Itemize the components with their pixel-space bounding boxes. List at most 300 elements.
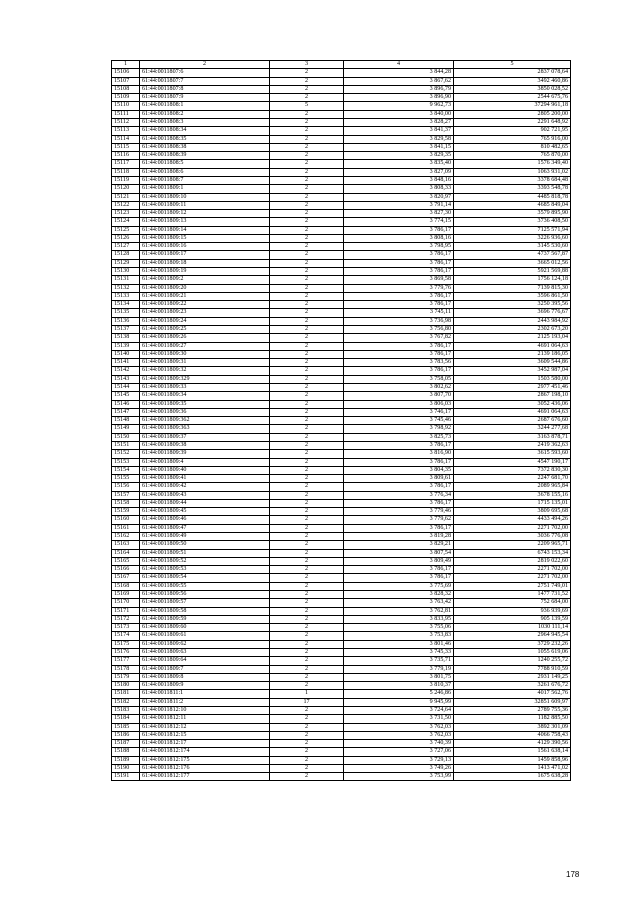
table-cell: 15162 [112,533,140,541]
table-row [112,466,571,474]
table-cell: 3 786,17 [344,342,454,350]
table-cell: 2271 702,00 [454,524,571,532]
table-row [112,359,571,367]
table-row [112,276,571,284]
table-cell: 61:44:0011809:60 [140,624,270,632]
table-row [112,226,571,234]
table-cell: 2 [270,210,344,218]
table-cell: 3 731,50 [344,715,454,723]
table-cell: 61:44:0011809:40 [140,466,270,474]
table-row [112,499,571,507]
table-row [112,417,571,425]
table-cell: 3036 776,08 [454,533,571,541]
table-row [112,152,571,160]
table-cell: 61:44:0011808:2 [140,110,270,118]
table-row [112,690,571,698]
table-cell: 2867 198,10 [454,392,571,400]
table-cell: 4485 818,78 [454,193,571,201]
table-cell: 2 [270,259,344,267]
table-cell: 15160 [112,516,140,524]
table-cell: 2 [270,408,344,416]
table-cell: 61:44:0011812:176 [140,764,270,772]
table-cell: 15106 [112,69,140,77]
table-cell: 15161 [112,524,140,532]
table-cell: 3378 684,48 [454,176,571,184]
table-cell: 1576 349,40 [454,160,571,168]
table-row [112,400,571,408]
table-cell: 15190 [112,764,140,772]
table-cell: 3 740,39 [344,740,454,748]
table-cell: 2 [270,499,344,507]
table-cell: 61:44:0011807:8 [140,85,270,93]
table-cell: 3 786,17 [344,458,454,466]
table-cell: 2271 702,00 [454,574,571,582]
table-cell: 2 [270,640,344,648]
table-cell: 2 [270,118,344,126]
table-row [112,77,571,85]
table-row [112,582,571,590]
table-row [112,243,571,251]
table-cell: 15134 [112,301,140,309]
table-row [112,549,571,557]
table-cell: 2 [270,475,344,483]
table-cell: 3 825,73 [344,433,454,441]
table-cell: 15120 [112,185,140,193]
table-cell: 902 721,95 [454,127,571,135]
table-cell: 2 [270,342,344,350]
table-cell: 15137 [112,326,140,334]
table-cell: 61:44:0011807:6 [140,69,270,77]
table-cell: 15182 [112,698,140,706]
table-row [112,524,571,532]
table-cell: 1561 638,14 [454,748,571,756]
table-cell: 3 756,80 [344,326,454,334]
table-cell: 17 [270,698,344,706]
table-cell: 15140 [112,350,140,358]
table-cell: 61:44:0011809:21 [140,292,270,300]
table-cell: 2 [270,756,344,764]
table-cell: 61:44:0011809:49 [140,533,270,541]
table-cell: 1459 858,96 [454,756,571,764]
table-cell: 61:44:0011809:14 [140,226,270,234]
table-cell: 15163 [112,541,140,549]
table-cell: 2 [270,682,344,690]
table-body [112,69,571,781]
table-cell: 61:44:0011809:18 [140,259,270,267]
table-cell: 3 786,17 [344,268,454,276]
table-cell: 15126 [112,234,140,242]
table-cell: 3 798,92 [344,425,454,433]
table-cell: 3 841,15 [344,143,454,151]
table-cell: 4017 562,76 [454,690,571,698]
table-row [112,350,571,358]
table-row [112,764,571,772]
table-cell: 2 [270,193,344,201]
table-cell: 2 [270,276,344,284]
table-cell: 3 829,21 [344,541,454,549]
table-cell: 3250 395,56 [454,301,571,309]
table-cell: 2 [270,168,344,176]
table-cell: 15128 [112,251,140,259]
table-cell: 2 [270,243,344,251]
table-cell: 61:44:0011809:31 [140,359,270,367]
table-cell: 3 828,27 [344,118,454,126]
table-row [112,665,571,673]
table-cell: 61:44:0011809:26 [140,334,270,342]
table-cell: 2 [270,218,344,226]
table-cell: 15121 [112,193,140,201]
table-row [112,408,571,416]
table-cell: 2 [270,152,344,160]
table-cell: 3 762,81 [344,607,454,615]
table-cell: 15174 [112,632,140,640]
table-cell: 61:44:0011809:13 [140,218,270,226]
table-row [112,176,571,184]
table-cell: 2 [270,624,344,632]
table-cell: 15138 [112,334,140,342]
table-cell: 2 [270,491,344,499]
table-cell: 61:44:0011809:46 [140,516,270,524]
table-cell: 2 [270,317,344,325]
table-row [112,657,571,665]
table-cell: 15124 [112,218,140,226]
table-cell: 15141 [112,359,140,367]
table-cell: 3729 232,26 [454,640,571,648]
table-cell: 15157 [112,491,140,499]
table-cell: 32851 609,97 [454,698,571,706]
table-cell: 2 [270,350,344,358]
table-header [112,61,571,69]
header-row [112,61,571,69]
table-row [112,284,571,292]
table-cell: 2 [270,176,344,184]
table-row [112,234,571,242]
table-cell: 61:44:0011808:39 [140,152,270,160]
table-row [112,251,571,259]
table-cell: 15191 [112,773,140,781]
table-cell: 2 [270,334,344,342]
table-cell: 61:44:0011809:42 [140,483,270,491]
table-cell: 15129 [112,259,140,267]
table-row [112,309,571,317]
table-cell: 4129 390,56 [454,740,571,748]
table-row [112,566,571,574]
table-cell: 765 870,00 [454,152,571,160]
table-cell: 2125 193,04 [454,334,571,342]
table-cell: 15149 [112,425,140,433]
table-cell: 15180 [112,682,140,690]
table-cell: 2789 755,36 [454,706,571,714]
table-row [112,607,571,615]
table-row [112,458,571,466]
table-cell: 3 736,98 [344,317,454,325]
table-cell: 3 835,40 [344,160,454,168]
table-cell: 4547 190,17 [454,458,571,466]
table-cell: 7788 910,59 [454,665,571,673]
table-cell: 61:44:0011809:16 [140,243,270,251]
table-cell: 61:44:0011809:63 [140,648,270,656]
table-cell: 3 786,17 [344,499,454,507]
table-cell: 15148 [112,417,140,425]
table-cell: 15118 [112,168,140,176]
table-cell: 61:44:0011808:6 [140,168,270,176]
table-cell: 2 [270,549,344,557]
table-cell: 3 829,58 [344,135,454,143]
table-cell: 3 727,06 [344,748,454,756]
table-cell: 3 786,17 [344,301,454,309]
table-cell: 15183 [112,706,140,714]
table-cell: 2 [270,326,344,334]
table-cell: 2 [270,69,344,77]
table-cell: 2 [270,359,344,367]
table-cell: 61:44:0011809:24 [140,317,270,325]
table-row [112,143,571,151]
table-cell: 15152 [112,450,140,458]
table-cell: 2 [270,764,344,772]
table-row [112,110,571,118]
table-cell: 61:44:0011811:1 [140,690,270,698]
table-cell: 61:44:0011809:43 [140,491,270,499]
table-cell: 3892 301,09 [454,723,571,731]
table-cell: 15130 [112,268,140,276]
table-cell: 7125 571,94 [454,226,571,234]
table-cell: 3615 593,60 [454,450,571,458]
table-cell: 2 [270,367,344,375]
table-row [112,118,571,126]
table-cell: 3 896,79 [344,85,454,93]
table-cell: 15111 [112,110,140,118]
table-cell: 61:44:0011808:35 [140,135,270,143]
table-cell: 1675 638,28 [454,773,571,781]
table-row [112,135,571,143]
table-cell: 3 762,03 [344,723,454,731]
table-cell: 7372 830,30 [454,466,571,474]
table-cell: 61:44:0011809:54 [140,574,270,582]
table-cell: 61:44:0011809:55 [140,582,270,590]
table-cell: 61:44:0011809:30 [140,350,270,358]
table-cell: 2 [270,375,344,383]
table-row [112,698,571,706]
table-cell: 15132 [112,284,140,292]
table-cell: 3 745,46 [344,417,454,425]
table-cell: 3 774,15 [344,218,454,226]
table-cell: 3 746,17 [344,408,454,416]
table-cell: 15169 [112,591,140,599]
table-cell: 61:44:0011807:9 [140,94,270,102]
table-cell: 1413 471,02 [454,764,571,772]
table-cell: 3 786,17 [344,350,454,358]
table-cell: 2 [270,483,344,491]
table-cell: 2139 186,05 [454,350,571,358]
table-cell: 2 [270,77,344,85]
table-cell: 2 [270,392,344,400]
table-cell: 2 [270,458,344,466]
table-cell: 3 802,62 [344,383,454,391]
table-row [112,383,571,391]
table-cell: 3 786,17 [344,483,454,491]
table-cell: 1240 255,72 [454,657,571,665]
table-row [112,731,571,739]
table-row [112,94,571,102]
table-cell: 61:44:0011809:38 [140,441,270,449]
table-row [112,268,571,276]
table-cell: 3 786,17 [344,259,454,267]
table-cell: 2687 676,60 [454,417,571,425]
table-cell: 3 867,62 [344,77,454,85]
table-cell: 1503 580,00 [454,375,571,383]
table-row [112,210,571,218]
table-cell: 2 [270,533,344,541]
table-cell: 61:44:0011809:33 [140,383,270,391]
table-cell: 3 745,11 [344,309,454,317]
table-cell: 61:44:0011809:12 [140,210,270,218]
table-cell: 15112 [112,118,140,126]
table-cell: 2302 673,20 [454,326,571,334]
table-cell: 2419 362,63 [454,441,571,449]
table-cell: 936 939,69 [454,607,571,615]
table-cell: 61:44:0011809:57 [140,599,270,607]
table-cell: 61:44:0011809:7 [140,665,270,673]
table-cell: 3 779,46 [344,508,454,516]
table-row [112,599,571,607]
table-cell: 2 [270,383,344,391]
table-cell: 3 786,17 [344,226,454,234]
table-cell: 61:44:0011809:51 [140,549,270,557]
table-row [112,375,571,383]
table-cell: 3 819,28 [344,533,454,541]
table-cell: 2 [270,715,344,723]
table-cell: 1063 931,02 [454,168,571,176]
table-cell: 4685 849,04 [454,201,571,209]
table-cell: 2443 984,92 [454,317,571,325]
table-cell: 3 762,03 [344,731,454,739]
table-cell: 2 [270,417,344,425]
table-cell: 61:44:0011812:10 [140,706,270,714]
table-cell: 2 [270,731,344,739]
table-row [112,160,571,168]
table-cell: 15139 [112,342,140,350]
table-cell: 61:44:0011807:7 [140,77,270,85]
table-row [112,723,571,731]
table-cell: 61:44:0011809:2 [140,276,270,284]
table-cell: 2 [270,251,344,259]
page-number: 178 [566,870,580,879]
table-cell: 3 779,76 [344,284,454,292]
table-cell: 9 945,99 [344,698,454,706]
table-cell: 9 962,73 [344,102,454,110]
table-cell: 15119 [112,176,140,184]
table-cell: 61:44:0011809:35 [140,400,270,408]
table-cell: 15131 [112,276,140,284]
table-cell: 1030 111,14 [454,624,571,632]
table-cell: 3 767,82 [344,334,454,342]
table-row [112,326,571,334]
table-cell: 15113 [112,127,140,135]
table-cell: 61:44:0011809:50 [140,541,270,549]
table-row [112,425,571,433]
table-cell: 2 [270,201,344,209]
table-cell: 61:44:0011809:41 [140,475,270,483]
table-cell: 2 [270,226,344,234]
table-cell: 61:44:0011809:27 [140,342,270,350]
table-cell: 61:44:0011812:15 [140,731,270,739]
table-cell: 2 [270,301,344,309]
table-cell: 2 [270,268,344,276]
table-cell: 61:44:0011809:4 [140,458,270,466]
table-cell: 3 758,05 [344,375,454,383]
table-cell: 3678 155,16 [454,491,571,499]
table-cell: 15158 [112,499,140,507]
table-cell: 2931 149,25 [454,673,571,681]
table-cell: 3 828,32 [344,591,454,599]
table-row [112,740,571,748]
table-cell: 3 806,03 [344,400,454,408]
table-cell: 15177 [112,657,140,665]
table-cell: 3 763,42 [344,599,454,607]
table-row [112,624,571,632]
table-row [112,168,571,176]
table-row [112,615,571,623]
table-cell: 3492 460,86 [454,77,571,85]
table-cell: 15164 [112,549,140,557]
table-cell: 2 [270,665,344,673]
table-cell: 2 [270,599,344,607]
table-row [112,201,571,209]
table-cell: 2 [270,508,344,516]
table-cell: 2977 451,46 [454,383,571,391]
table-cell: 3 735,71 [344,657,454,665]
table-cell: 2 [270,607,344,615]
table-row [112,102,571,110]
table-row [112,533,571,541]
table-cell: 15143 [112,375,140,383]
table-cell: 15187 [112,740,140,748]
table-row [112,185,571,193]
table-cell: 61:44:0011809:15 [140,234,270,242]
table-cell: 15156 [112,483,140,491]
table-row [112,441,571,449]
table-cell: 3 844,28 [344,69,454,77]
table-row [112,193,571,201]
table-cell: 61:44:0011808:34 [140,127,270,135]
table-cell: 61:44:0011809:56 [140,591,270,599]
table-cell: 61:44:0011809:363 [140,425,270,433]
table-cell: 3696 776,67 [454,309,571,317]
table-row [112,301,571,309]
table-cell: 2 [270,516,344,524]
table-cell: 3 801,46 [344,640,454,648]
table-cell: 61:44:0011808:7 [140,176,270,184]
table-cell: 765 916,00 [454,135,571,143]
table-cell: 61:44:0011812:12 [140,723,270,731]
table-cell: 3 801,75 [344,673,454,681]
table-cell: 2 [270,557,344,565]
table-cell: 3261 676,72 [454,682,571,690]
table-cell: 15176 [112,648,140,656]
table-cell: 3 786,17 [344,566,454,574]
table-cell: 15133 [112,292,140,300]
table-cell: 3 807,54 [344,549,454,557]
table-cell: 3 804,35 [344,466,454,474]
table-cell: 2 [270,773,344,781]
table-cell: 2291 648,92 [454,118,571,126]
table-cell: 3 808,33 [344,185,454,193]
table-row [112,591,571,599]
table-cell: 1756 124,18 [454,276,571,284]
table-cell: 61:44:0011809:44 [140,499,270,507]
table-cell: 2 [270,723,344,731]
table-cell: 15125 [112,226,140,234]
